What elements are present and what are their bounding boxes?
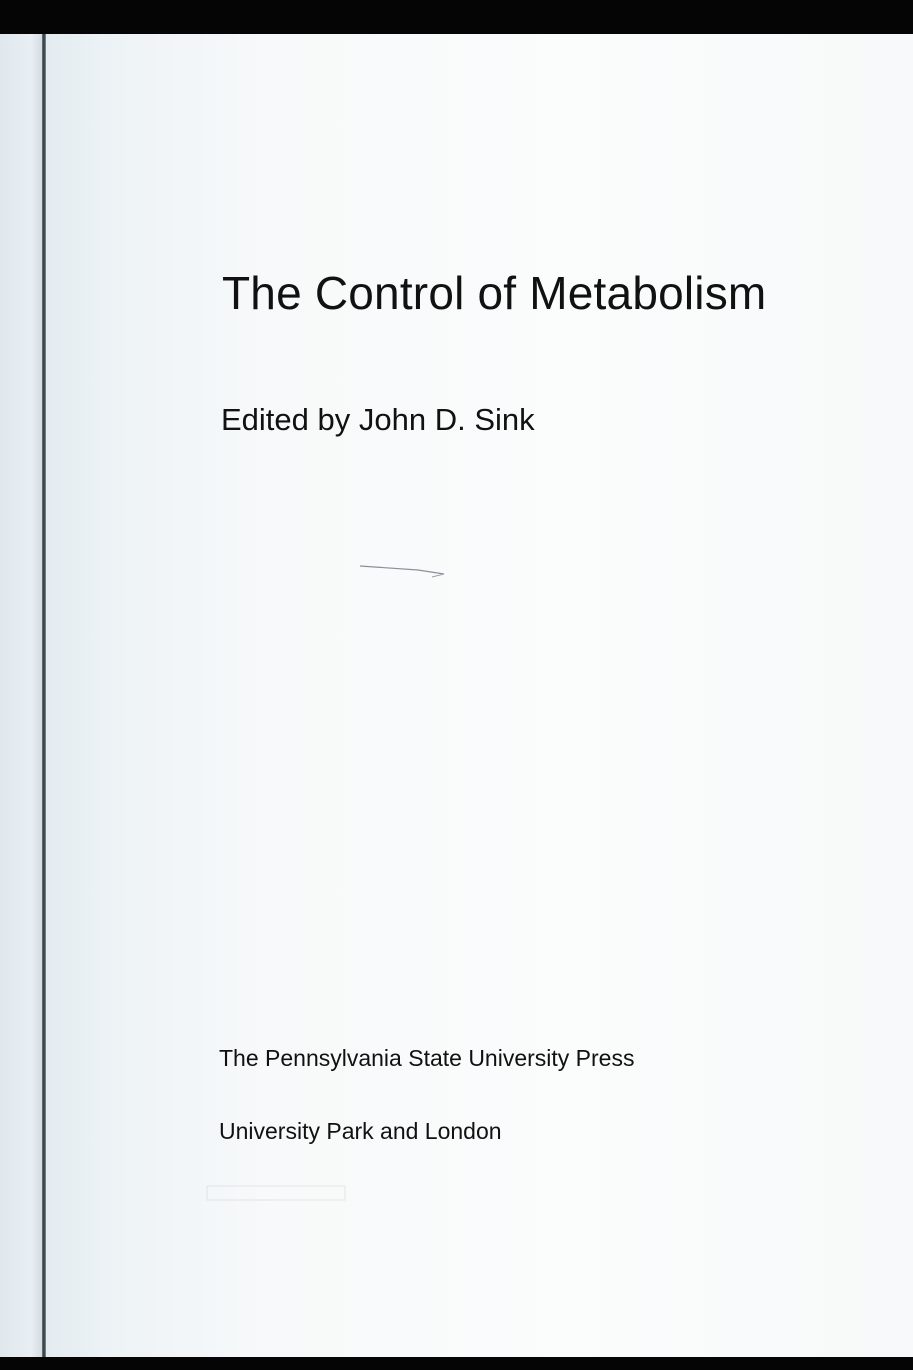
scan-top-border: [0, 0, 913, 34]
publication-place: University Park and London: [219, 1118, 502, 1144]
facing-page-edge: [0, 34, 44, 1357]
book-title: The Control of Metabolism: [222, 267, 767, 319]
publisher-name: The Pennsylvania State University Press: [219, 1045, 635, 1071]
scan-bottom-border: [0, 1357, 913, 1370]
faint-stamp: [206, 1182, 346, 1204]
editor-credit: Edited by John D. Sink: [221, 402, 535, 437]
pencil-mark: [358, 564, 446, 580]
title-page: [46, 34, 913, 1357]
